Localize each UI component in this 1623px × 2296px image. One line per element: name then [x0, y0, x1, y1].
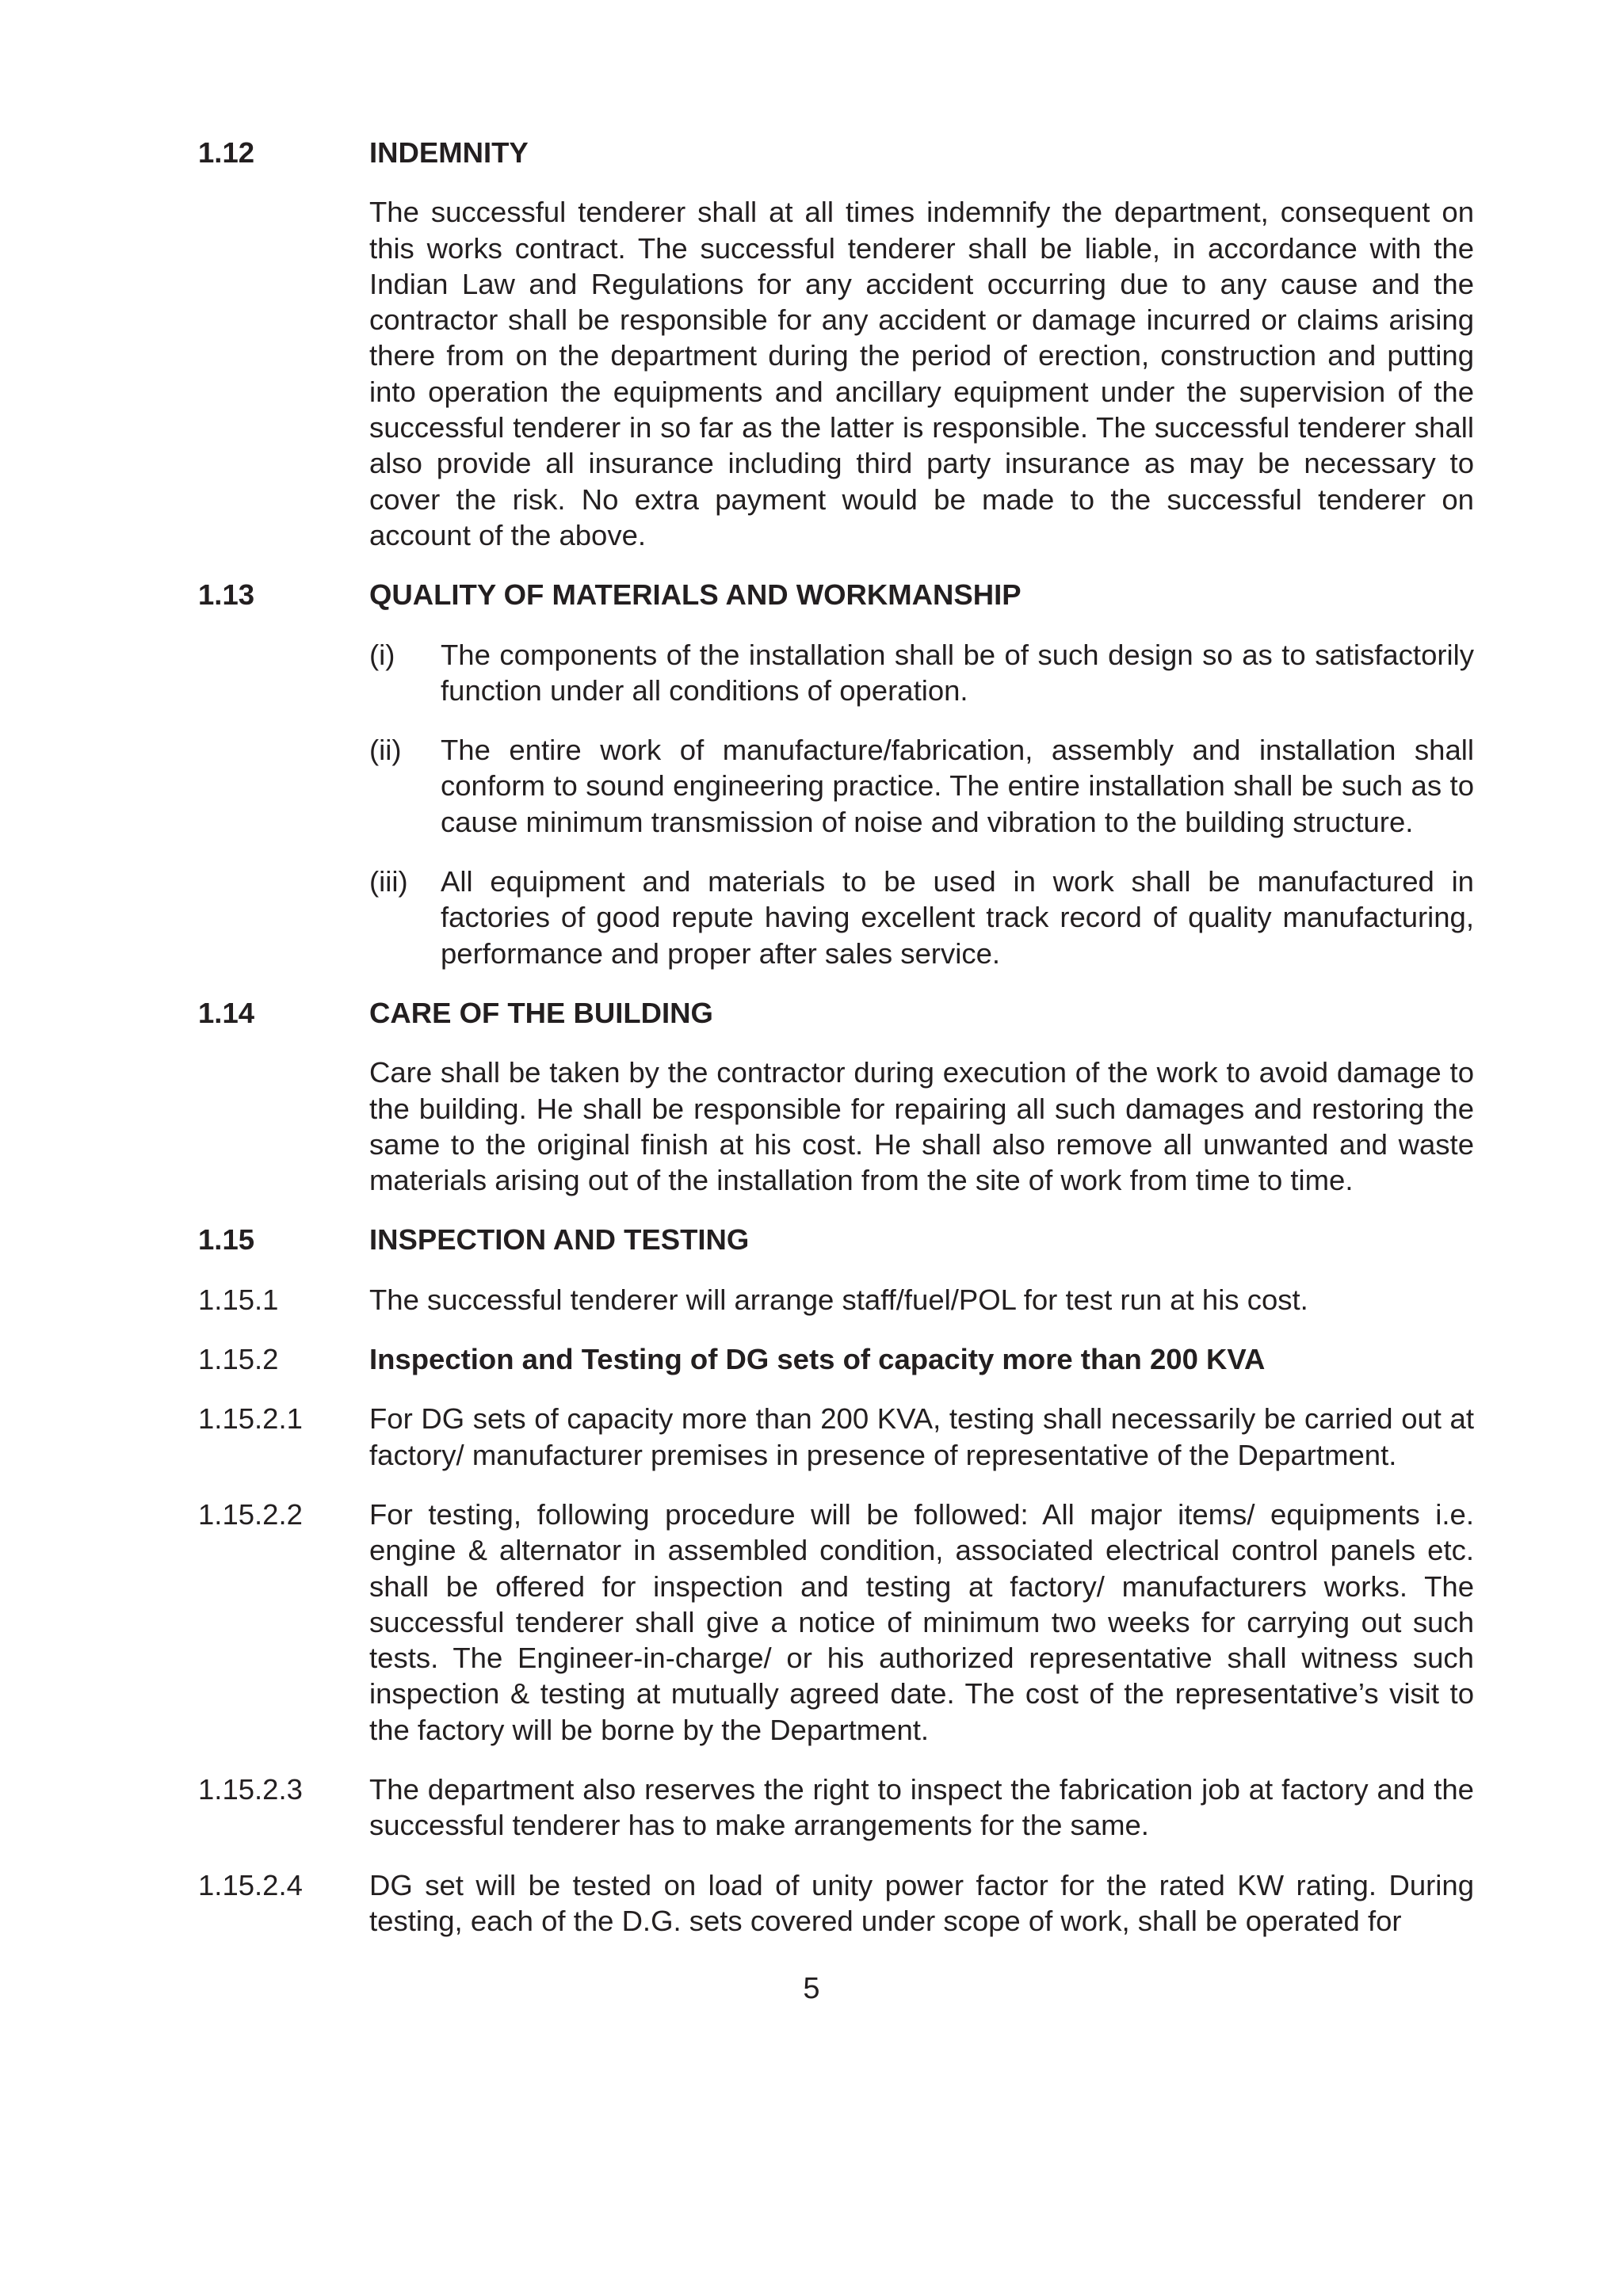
clause-number: 1.15.2 [198, 1343, 279, 1376]
clause-text: The department also reserves the right to inspect the fabrication job at factory and the successful tenderer has to make arrangements for the same. [369, 1772, 1474, 1842]
clause-number: 1.15.2.3 [198, 1772, 303, 1806]
clause-1-15-1 [198, 1282, 1474, 1318]
clause-text: The successful tenderer will arrange staff/fuel/POL for test run at his cost. [369, 1283, 1308, 1316]
clause-number: 1.15.1 [198, 1283, 279, 1316]
section-heading-1-15 [198, 1222, 1474, 1257]
subsection-title: Inspection and Testing of DG sets of capacity more than 200 KVA [369, 1343, 1266, 1376]
clause-text: DG set will be tested on load of unity power factor for the rated KW rating. During testing, each of the D.G. sets covered under scope of work, shall be operated for [369, 1868, 1474, 1937]
clause-number: 1.15.2.4 [198, 1868, 303, 1901]
clause-1-15-2-1 [198, 1401, 1474, 1473]
list-item-text: All equipment and materials to be used in work shall be manufactured in factories of good repute having excellent track record of quality manufacturing, performance and proper after sales service. [441, 865, 1474, 970]
list-item-i [198, 637, 1474, 709]
clause-1-15-2 [198, 1341, 1474, 1377]
section-title: INSPECTION AND TESTING [369, 1223, 750, 1257]
clause-1-15-2-3 [198, 1772, 1474, 1844]
paragraph: Care shall be taken by the contractor during execution of the work to avoid damage to the building. He shall be responsible for repairing all such damages and restoring the same to the original finish at his cost. He shall also remove all unwanted and waste materials arising out of the installation from the site of work from time to time. [369, 1056, 1474, 1197]
list-item-ii [198, 732, 1474, 840]
section-number: 1.14 [198, 996, 255, 1029]
clause-number: 1.15.2.2 [198, 1497, 303, 1531]
section-number: 1.15 [198, 1223, 255, 1257]
clause-number: 1.15.2.1 [198, 1402, 303, 1436]
clause-1-15-2-4 [198, 1867, 1474, 1939]
document-body [198, 135, 1474, 1939]
section-body-1-12 [198, 194, 1474, 553]
section-number: 1.13 [198, 578, 255, 612]
list-item-text: The entire work of manufacture/fabrication, assembly and installation shall conform to sound engineering practice. The entire installation shall be such as to cause minimum transmission of noise and vibration to the building structure. [441, 734, 1474, 838]
list-marker: (ii) [369, 734, 402, 767]
list-item-iii [198, 864, 1474, 971]
section-body-1-14 [198, 1055, 1474, 1198]
paragraph: The successful tenderer shall at all times indemnify the department, consequent on this works contract. The successful tenderer shall be liable, in accordance with the Indian Law and Regulations for any accident occurring due to any cause and the contractor shall be responsible for any accident or damage incurred or claims arising there from on the department during the period of erection, construction and putting into operation the equipments and ancillary equipment under the supervision of the successful tenderer in so far as the latter is responsible. The successful tenderer shall also provide all insurance including third party insurance as may be necessary to cover the risk. No extra payment would be made to the successful tenderer on account of the above. [369, 196, 1474, 551]
section-title: CARE OF THE BUILDING [369, 996, 713, 1029]
section-heading-1-14 [198, 995, 1474, 1031]
section-heading-1-12 [198, 135, 1474, 170]
clause-text: For DG sets of capacity more than 200 KVA, testing shall necessarily be carried out at factory/ manufacturer premises in presence of representative of the Department. [369, 1402, 1474, 1471]
section-heading-1-13 [198, 577, 1474, 612]
section-title: INDEMNITY [369, 136, 529, 169]
list-marker: (iii) [369, 865, 408, 898]
list-item-text: The components of the installation shall be of such design so as to satisfactorily function under all conditions of operation. [441, 638, 1474, 707]
clause-text: For testing, following procedure will be followed: All major items/ equipments i.e. engine & alternator in assembled condition, associated electrical control panels etc. shall be offered for inspection and testing at factory/ manufacturers works. The successful tenderer shall give a notice of minimum two weeks for carrying out such tests. The Engineer-in-charge/ or his authorized representative shall witness such inspection & testing at mutually agreed date. The cost of the representative’s visit to the factory will be borne by the Department. [369, 1497, 1474, 1746]
section-title: QUALITY OF MATERIALS AND WORKMANSHIP [369, 578, 1022, 612]
list-marker: (i) [369, 638, 395, 671]
section-number: 1.12 [198, 136, 255, 169]
clause-1-15-2-2 [198, 1497, 1474, 1748]
page-number: 5 [803, 1972, 820, 2005]
